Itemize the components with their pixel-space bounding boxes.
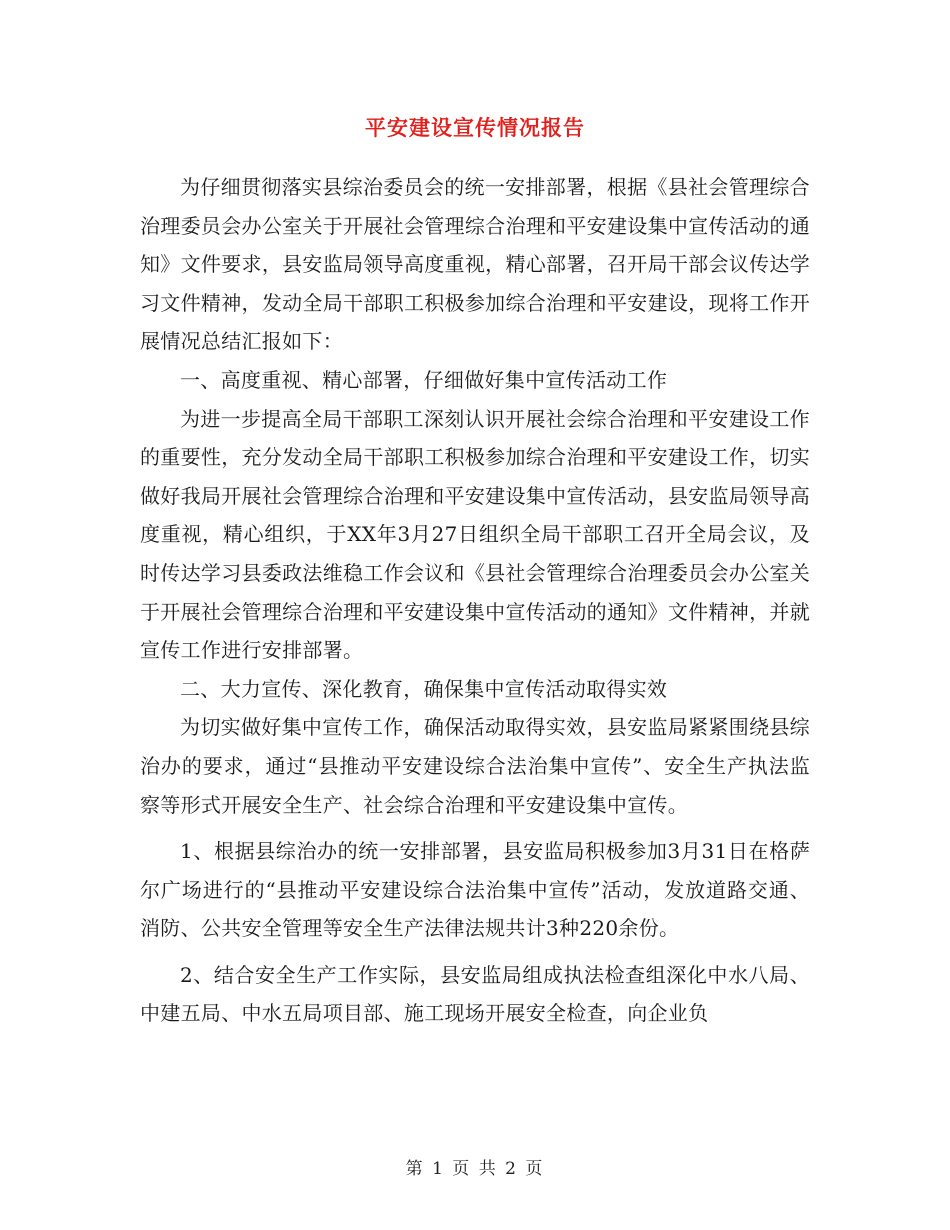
paragraph-section-1: 为进一步提高全局干部职工深刻认识开展社会综合治理和平安建设工作的重要性，充分发动全局干部职工积极参加综合治理和平安建设工作，切实做好我局开展社会管理综合治理和平安建设集中宣传活动，县安监局领导高度重视，精心组织，于XX年3月27日组织全局干部职工召开全局会议，及时传达学习县委政法维稳工作会议和《县社会管理综合治理委员会办公室关于开展社会管理综合治理和平安建设集中宣传活动的通知》文件精神，并就宣传工作进行安排部署。 bbox=[140, 406, 810, 663]
paragraph-item-2: 2、结合安全生产工作实际，县安监局组成执法检查组深化中水八局、中建五局、中水五局项目部、施工现场开展安全检查，向企业负 bbox=[140, 962, 810, 1026]
section-heading-1: 一、高度重视、精心部署，仔细做好集中宣传活动工作 bbox=[180, 367, 668, 392]
paragraph-section-2: 为切实做好集中宣传工作，确保活动取得实效，县安监局紧紧围绕县综治办的要求，通过“县推动平安建设综合法治集中宣传”、安全生产执法监察等形式开展安全生产、社会综合治理和平安建设集中宣传。 bbox=[140, 715, 810, 817]
paragraph-intro: 为仔细贯彻落实县综治委员会的统一安排部署，根据《县社会管理综合治理委员会办公室关于开展社会管理综合治理和平安建设集中宣传活动的通知》文件要求，县安监局领导高度重视，精心部署，召开局干部会议传达学习文件精神，发动全局干部职工积极参加综合治理和平安建设，现将工作开展情况总结汇报如下： bbox=[140, 175, 810, 354]
document-body bbox=[140, 168, 810, 1033]
page-number-footer: 第 1 页 共 2 页 bbox=[405, 1159, 545, 1179]
section-heading-2: 二、大力宣传、深化教育，确保集中宣传活动取得实效 bbox=[180, 676, 668, 701]
paragraph-item-1: 1、根据县综治办的统一安排部署，县安监局积极参加3月31日在格萨尔广场进行的“县推动平安建设综合法治集中宣传”活动，发放道路交通、消防、公共安全管理等安全生产法律法规共计3种220余份。 bbox=[140, 839, 810, 941]
document-title: 平安建设宣传情况报告 bbox=[365, 115, 585, 140]
